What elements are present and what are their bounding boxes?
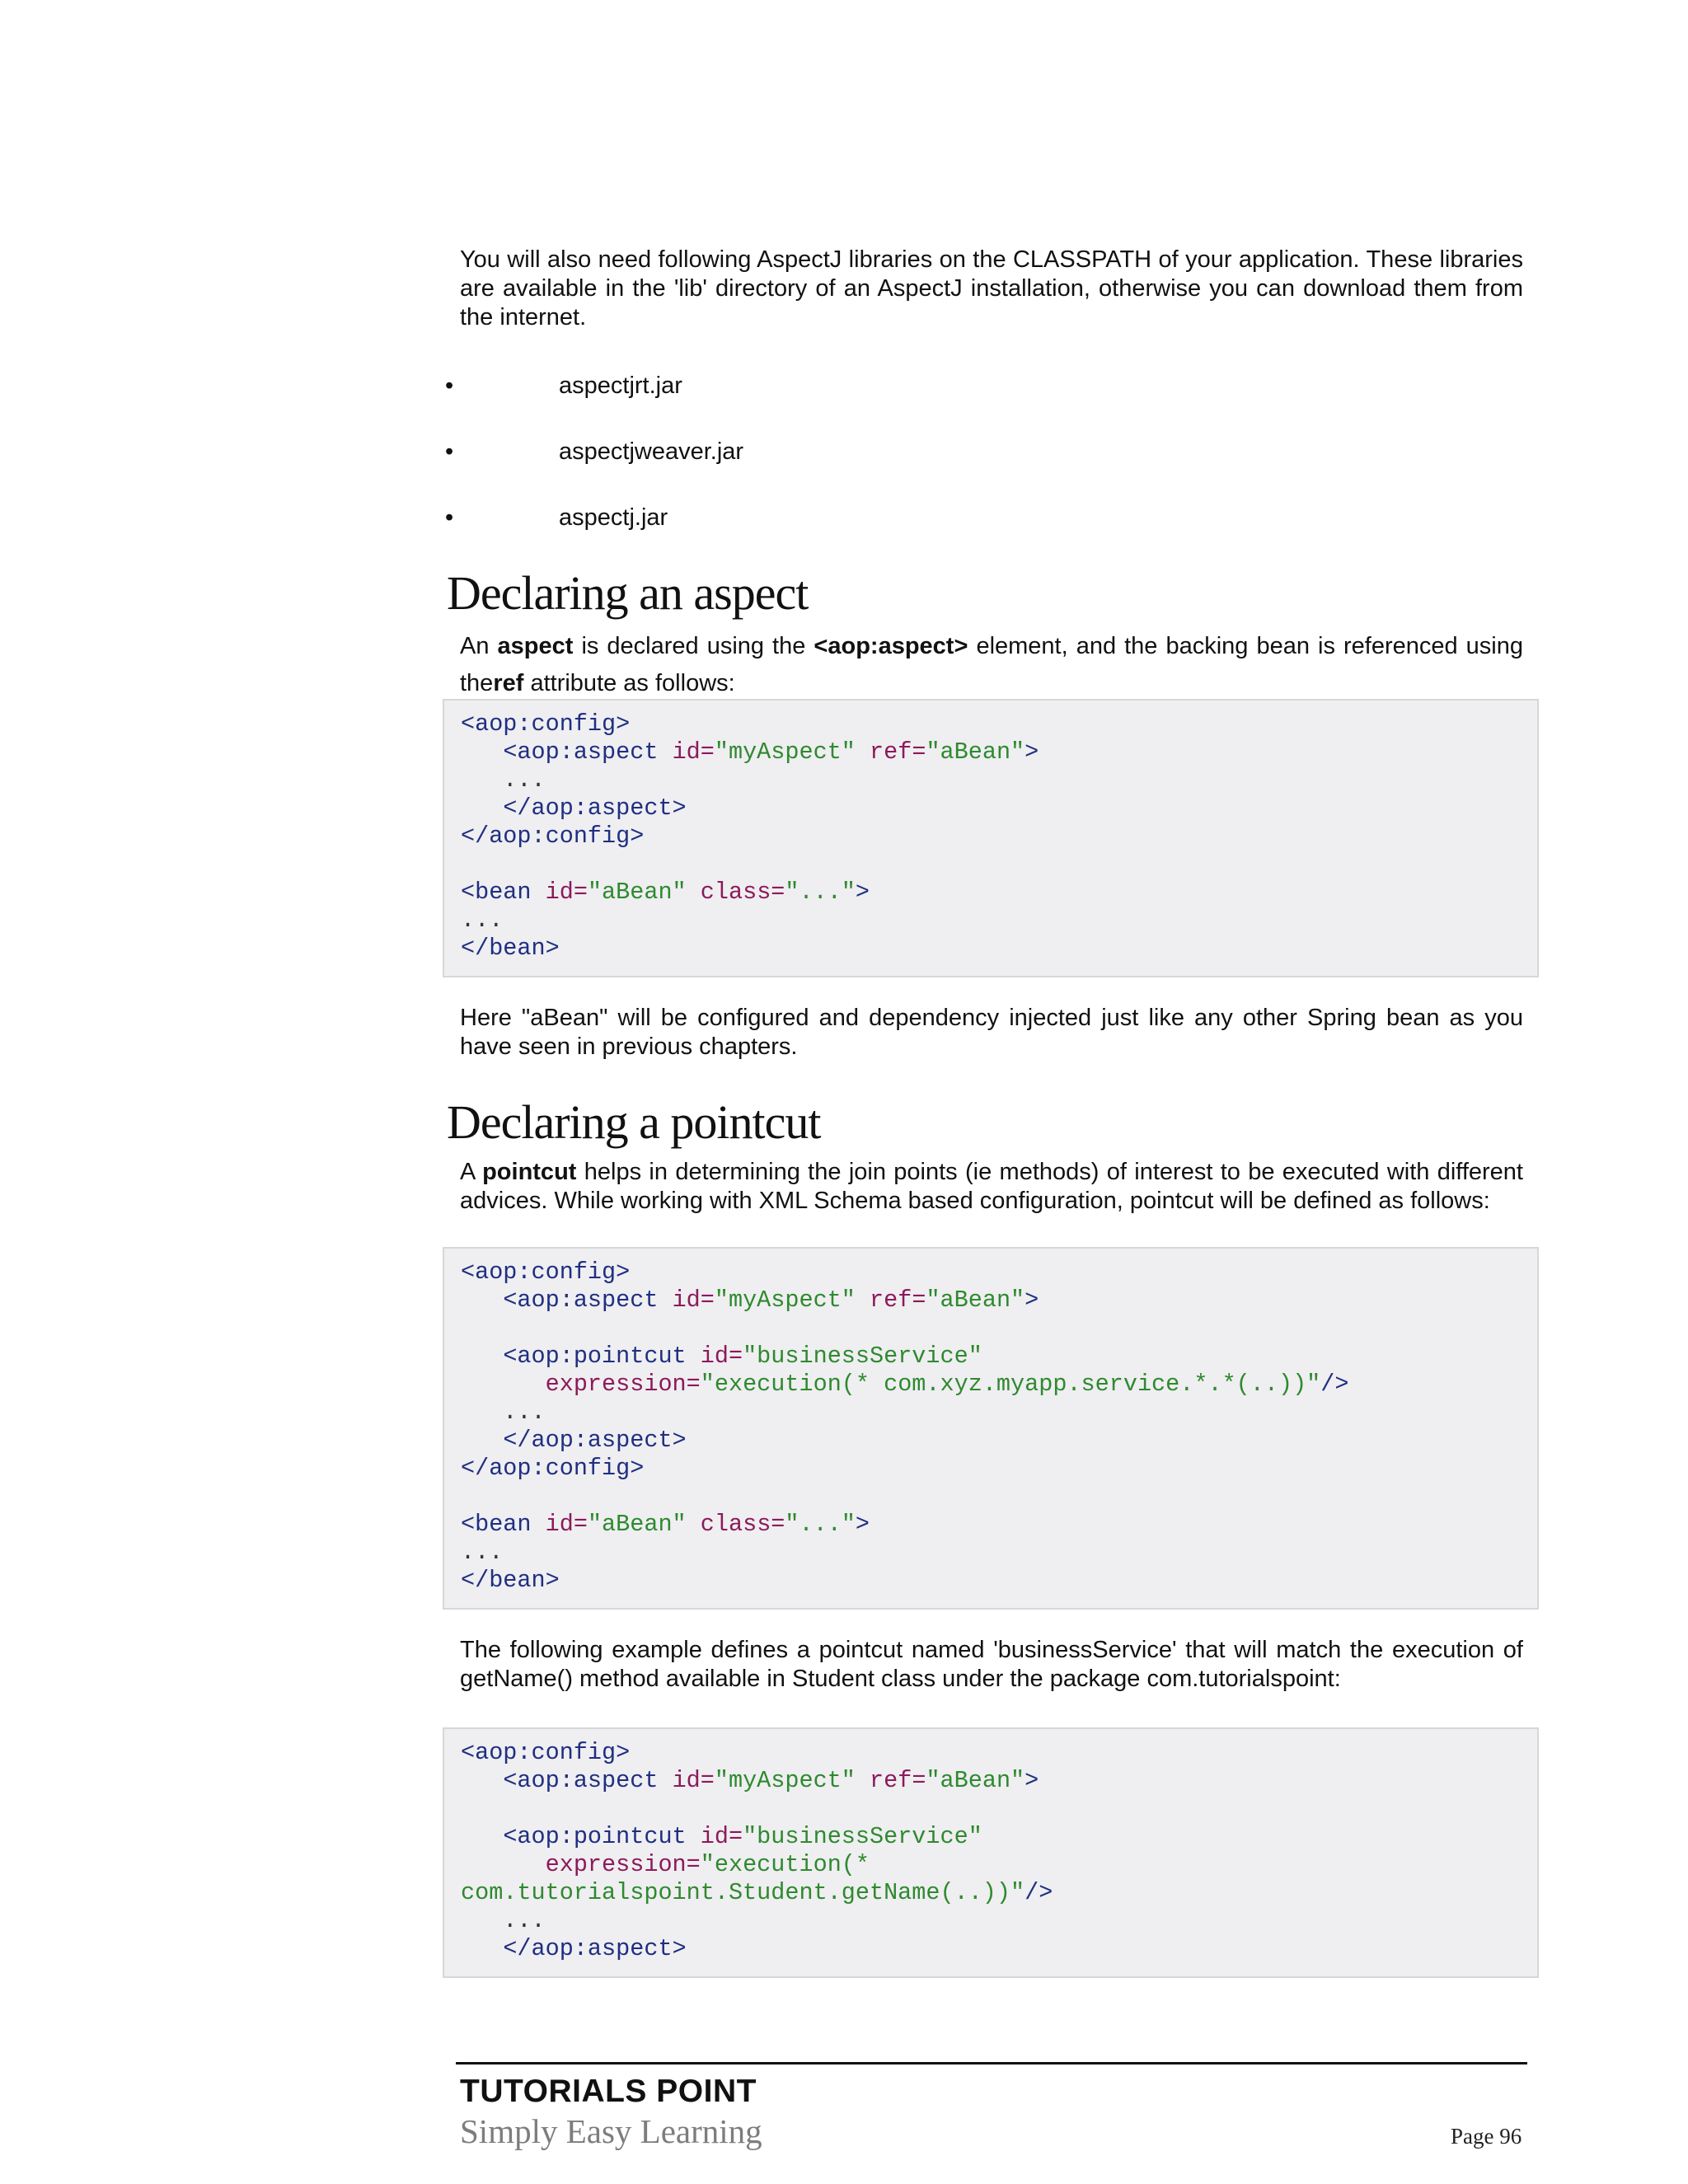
code-line: </aop:aspect>: [503, 1427, 687, 1454]
section-heading-aspect: Declaring an aspect: [447, 566, 809, 620]
text-run: attribute as follows:: [523, 670, 735, 696]
term-aop-aspect-tag: <aop:aspect>: [814, 633, 968, 659]
code-block-aspect: [443, 699, 1539, 977]
code-line: <aop:config>: [461, 710, 631, 738]
aspect-paragraph: [460, 628, 1523, 702]
code-line: expression="execution(*: [545, 1851, 870, 1878]
code-line: <bean id="aBean" class="...">: [461, 879, 870, 906]
bullet-icon: •: [445, 373, 454, 399]
code-line: </aop:aspect>: [503, 794, 687, 822]
text-run: element, and the backing bean is referenced using the: [460, 633, 1523, 696]
library-name: aspectjrt.jar: [559, 373, 682, 399]
example-paragraph: The following example defines a pointcut named 'businessService' that will match the execution of getName() method available in Student class under the package com.tutorialspoint:: [460, 1637, 1523, 1692]
code-line: </bean>: [461, 1567, 560, 1594]
library-name: aspectjweaver.jar: [559, 438, 744, 465]
code-block-example: [443, 1727, 1539, 1978]
abean-note-paragraph: Here "aBean" will be configured and dependency injected just like any other Spring bean as you have seen in previous chapters.: [460, 1005, 1523, 1060]
text-run: A: [460, 1159, 483, 1185]
footer-tagline: Simply Easy Learning: [460, 2112, 762, 2150]
term-pointcut: pointcut: [482, 1159, 577, 1185]
section-heading-pointcut: Declaring a pointcut: [447, 1095, 821, 1149]
code-line: <aop:aspect id="myAspect" ref="aBean">: [503, 1767, 1039, 1794]
code-line: ...: [461, 1907, 546, 1934]
pointcut-paragraph: [460, 1158, 1523, 1216]
code-line: ...: [461, 766, 546, 794]
footer-divider: [456, 2062, 1527, 2064]
bullet-icon: •: [445, 438, 454, 465]
code-line: com.tutorialspoint.Student.getName(..))"/>: [461, 1879, 1053, 1906]
bullet-icon: •: [445, 504, 454, 531]
code-line: <aop:pointcut id="businessService": [503, 1823, 982, 1850]
code-line: </aop:config>: [461, 1455, 645, 1482]
library-name: aspectj.jar: [559, 504, 668, 531]
text-run: helps in determining the join points (ie methods) of interest to be executed with different advices. While working with XML Schema based configuration, pointcut will be defined as follows:: [460, 1159, 1523, 1214]
text-run: is declared using the: [573, 633, 814, 659]
intro-paragraph: You will also need following AspectJ libraries on the CLASSPATH of your application. These libraries are available in the 'lib' directory of an AspectJ installation, otherwise you can download them from the internet.: [460, 246, 1523, 330]
code-block-pointcut: [443, 1247, 1539, 1610]
code-line: </aop:aspect>: [503, 1935, 687, 1962]
footer-brand: TUTORIALS POINT: [460, 2074, 757, 2109]
code-line: ...: [461, 1399, 546, 1426]
code-line: <aop:config>: [461, 1258, 631, 1286]
code-line: <aop:aspect id="myAspect" ref="aBean">: [503, 738, 1039, 766]
code-line: <aop:config>: [461, 1739, 631, 1766]
code-line: expression="execution(* com.xyz.myapp.service.*.*(..))"/>: [545, 1371, 1349, 1398]
page-number: Page 96: [1451, 2124, 1522, 2149]
text-run: An: [460, 633, 498, 659]
code-line: ...: [461, 1539, 504, 1566]
term-aspect: aspect: [497, 633, 574, 659]
term-ref: ref: [493, 670, 524, 696]
code-line: </aop:config>: [461, 823, 645, 850]
code-line: <bean id="aBean" class="...">: [461, 1511, 870, 1538]
code-line: ...: [461, 907, 504, 934]
code-line: </bean>: [461, 935, 560, 962]
code-line: <aop:aspect id="myAspect" ref="aBean">: [503, 1286, 1039, 1314]
code-line: <aop:pointcut id="businessService": [503, 1343, 982, 1370]
